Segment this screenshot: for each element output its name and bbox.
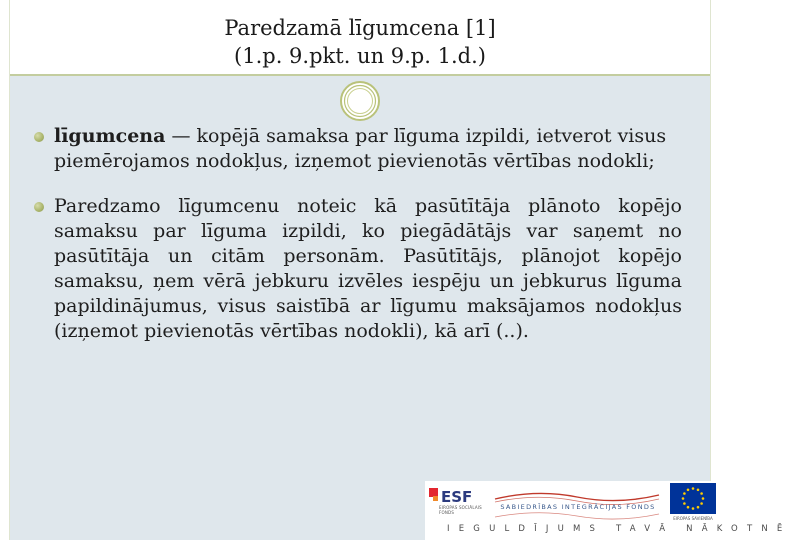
esf-logo-text: ESF	[441, 488, 473, 506]
bullet-item-explanation	[34, 194, 682, 344]
bullet-text	[54, 124, 682, 174]
title-line-1: Paredzamā līgumcena [1]	[224, 16, 496, 40]
esf-caption: EIROPAS SOCIĀLAIS FONDS	[439, 505, 482, 515]
frame-line-right	[710, 0, 711, 540]
bullet-icon	[34, 132, 44, 142]
esf-logo-icon	[428, 484, 483, 524]
concentric-circle-ornament-icon	[339, 80, 381, 122]
slide-title	[10, 14, 710, 70]
fund-name: SABIEDRĪBAS INTEGRĀCIJAS FONDS	[500, 503, 656, 511]
eu-caption: EIROPAS SAVIENĪBA	[673, 516, 713, 521]
bullet-definition: — kopējā samaksa par līguma izpildi, ietverot visus piemērojamos nodokļus, izņemot pievienotās vērtības nodokli;	[54, 125, 667, 172]
title-line-2: (1.p. 9.pkt. un 9.p. 1.d.)	[234, 44, 486, 68]
bullet-icon	[34, 202, 44, 212]
bullet-item-definition	[34, 124, 682, 174]
title-area	[10, 0, 710, 74]
bullet-term: līgumcena	[54, 125, 166, 147]
bullet-paragraph: Paredzamo līgumcenu noteic kā pasūtītāja plānoto kopējo samaksu par līguma izpildi, ko piegādātājs var saņemt no pasūtītāja un citām personām. Pasūtītājs, plānojot kopējo samaksu, ņem vērā jebkuru izvēles iespēju un jebkurus līguma papildinājumus, visus saistībā ar līgumu maksājamos nodokļus (izņemot pievienotās vērtības nodokli), kā arī (..).	[54, 195, 682, 342]
slogan: IEGULDĪJUMS TAVĀ NĀKOTNĒ	[447, 524, 791, 534]
bullet-list	[34, 124, 682, 344]
eu-flag-icon	[670, 483, 716, 514]
funding-logos-banner	[425, 481, 791, 540]
